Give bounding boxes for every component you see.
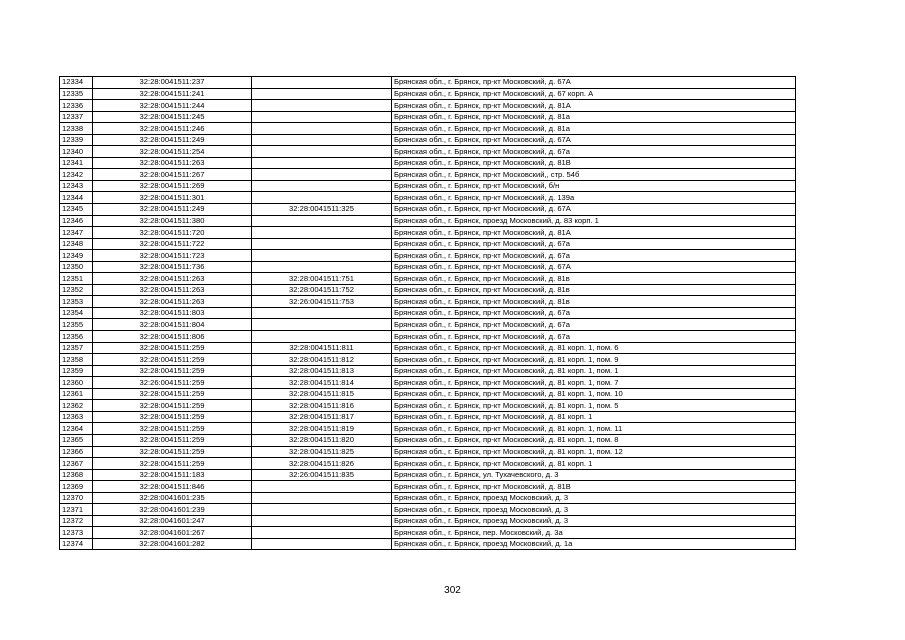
cadastral-number-cell: 32:28:0041511:301	[93, 192, 252, 204]
address-cell: Брянская обл., г. Брянск, пр-кт Московский, д. 67а	[392, 250, 796, 262]
table-row	[60, 458, 796, 470]
address-cell: Брянская обл., г. Брянск, пр-кт Московский, д. 81 корп. 1, пом. 1	[392, 365, 796, 377]
table-row	[60, 342, 796, 354]
related-cadastral-number-cell	[252, 169, 392, 181]
cadastral-number-cell: 32:28:0041511:720	[93, 227, 252, 239]
address-cell: Брянская обл., г. Брянск, пр-кт Московский, д. 81в	[392, 296, 796, 308]
cadastral-number-cell: 32:28:0041511:263	[93, 296, 252, 308]
table-row	[60, 296, 796, 308]
page-number: 302	[444, 585, 461, 596]
related-cadastral-number-cell	[252, 527, 392, 539]
address-cell: Брянская обл., г. Брянск, пр-кт Московский, д. 81В	[392, 157, 796, 169]
row-number-cell: 12361	[60, 388, 93, 400]
row-number-cell: 12348	[60, 238, 93, 250]
address-cell: Брянская обл., г. Брянск, ул. Тухачевского, д. 3	[392, 469, 796, 481]
address-cell: Брянская обл., г. Брянск, пр-кт Московский, д. 81 корп. 1	[392, 411, 796, 423]
related-cadastral-number-cell: 32:28:0041511:325	[252, 204, 392, 216]
address-cell: Брянская обл., г. Брянск, проезд Московский, д. 3	[392, 492, 796, 504]
related-cadastral-number-cell	[252, 157, 392, 169]
address-cell: Брянская обл., г. Брянск, пр-кт Московский, д. 67а	[392, 331, 796, 343]
row-number-cell: 12372	[60, 515, 93, 527]
table-row	[60, 423, 796, 435]
cadastral-number-cell: 32:28:0041511:237	[93, 77, 252, 89]
cadastral-number-cell: 32:28:0041511:723	[93, 250, 252, 262]
cadastral-number-cell: 32:28:0041511:267	[93, 169, 252, 181]
address-cell: Брянская обл., г. Брянск, пр-кт Московский,, стр. 54б	[392, 169, 796, 181]
related-cadastral-number-cell	[252, 227, 392, 239]
related-cadastral-number-cell	[252, 238, 392, 250]
cadastral-number-cell: 32:28:0041511:259	[93, 446, 252, 458]
row-number-cell: 12346	[60, 215, 93, 227]
address-cell: Брянская обл., г. Брянск, пр-кт Московский, д. 81А	[392, 227, 796, 239]
row-number-cell: 12364	[60, 423, 93, 435]
row-number-cell: 12340	[60, 146, 93, 158]
registry-table-body	[60, 77, 796, 550]
address-cell: Брянская обл., г. Брянск, пр-кт Московский, д. 81В	[392, 481, 796, 493]
table-row	[60, 365, 796, 377]
table-row	[60, 204, 796, 216]
address-cell: Брянская обл., г. Брянск, пр-кт Московский, д. 67а	[392, 319, 796, 331]
address-cell: Брянская обл., г. Брянск, пр-кт Московский, д. 81 корп. 1, пом. 9	[392, 354, 796, 366]
row-number-cell: 12351	[60, 273, 93, 285]
cadastral-number-cell: 32:28:0041511:259	[93, 388, 252, 400]
related-cadastral-number-cell	[252, 123, 392, 135]
table-row	[60, 307, 796, 319]
row-number-cell: 12343	[60, 180, 93, 192]
table-row	[60, 411, 796, 423]
address-cell: Брянская обл., г. Брянск, пр-кт Московский, д. 81а	[392, 111, 796, 123]
address-cell: Брянская обл., г. Брянск, проезд Московский, д. 3	[392, 504, 796, 516]
address-cell: Брянская обл., г. Брянск, пр-кт Московский, б/н	[392, 180, 796, 192]
row-number-cell: 12342	[60, 169, 93, 181]
table-row	[60, 157, 796, 169]
row-number-cell: 12358	[60, 354, 93, 366]
related-cadastral-number-cell	[252, 331, 392, 343]
address-cell: Брянская обл., г. Брянск, проезд Московский, д. 1а	[392, 538, 796, 550]
row-number-cell: 12349	[60, 250, 93, 262]
related-cadastral-number-cell: 32:26:0041511:835	[252, 469, 392, 481]
related-cadastral-number-cell: 32:28:0041511:815	[252, 388, 392, 400]
cadastral-number-cell: 32:28:0041511:254	[93, 146, 252, 158]
row-number-cell: 12354	[60, 307, 93, 319]
row-number-cell: 12344	[60, 192, 93, 204]
table-row	[60, 123, 796, 135]
row-number-cell: 12359	[60, 365, 93, 377]
row-number-cell: 12337	[60, 111, 93, 123]
row-number-cell: 12338	[60, 123, 93, 135]
table-row	[60, 504, 796, 516]
related-cadastral-number-cell: 32:28:0041511:752	[252, 284, 392, 296]
address-cell: Брянская обл., г. Брянск, проезд Московский, д. 83 корп. 1	[392, 215, 796, 227]
address-cell: Брянская обл., г. Брянск, пр-кт Московский, д. 81в	[392, 273, 796, 285]
address-cell: Брянская обл., г. Брянск, пр-кт Московский, д. 81А	[392, 100, 796, 112]
table-row	[60, 331, 796, 343]
table-row	[60, 227, 796, 239]
table-row	[60, 88, 796, 100]
related-cadastral-number-cell: 32:26:0041511:753	[252, 296, 392, 308]
cadastral-number-cell: 32:28:0041511:736	[93, 261, 252, 273]
row-number-cell: 12352	[60, 284, 93, 296]
registry-table	[59, 76, 796, 550]
cadastral-number-cell: 32:28:0041511:183	[93, 469, 252, 481]
cadastral-number-cell: 32:26:0041511:259	[93, 377, 252, 389]
table-row	[60, 215, 796, 227]
table-row	[60, 446, 796, 458]
related-cadastral-number-cell	[252, 538, 392, 550]
cadastral-number-cell: 32:28:0041601:247	[93, 515, 252, 527]
related-cadastral-number-cell: 32:28:0041511:819	[252, 423, 392, 435]
cadastral-number-cell: 32:28:0041511:806	[93, 331, 252, 343]
table-row	[60, 273, 796, 285]
table-row	[60, 527, 796, 539]
table-row	[60, 111, 796, 123]
address-cell: Брянская обл., г. Брянск, пр-кт Московский, д. 67А	[392, 134, 796, 146]
table-row	[60, 284, 796, 296]
related-cadastral-number-cell	[252, 146, 392, 158]
row-number-cell: 12353	[60, 296, 93, 308]
cadastral-number-cell: 32:28:0041511:380	[93, 215, 252, 227]
row-number-cell: 12362	[60, 400, 93, 412]
table-row	[60, 481, 796, 493]
cadastral-number-cell: 32:28:0041511:259	[93, 434, 252, 446]
row-number-cell: 12360	[60, 377, 93, 389]
cadastral-number-cell: 32:28:0041511:722	[93, 238, 252, 250]
related-cadastral-number-cell: 32:28:0041511:813	[252, 365, 392, 377]
row-number-cell: 12368	[60, 469, 93, 481]
cadastral-number-cell: 32:28:0041511:259	[93, 458, 252, 470]
related-cadastral-number-cell	[252, 192, 392, 204]
row-number-cell: 12365	[60, 434, 93, 446]
cadastral-number-cell: 32:28:0041511:259	[93, 365, 252, 377]
row-number-cell: 12374	[60, 538, 93, 550]
related-cadastral-number-cell: 32:28:0041511:814	[252, 377, 392, 389]
table-row	[60, 261, 796, 273]
row-number-cell: 12369	[60, 481, 93, 493]
row-number-cell: 12334	[60, 77, 93, 89]
table-row	[60, 354, 796, 366]
cadastral-number-cell: 32:28:0041511:846	[93, 481, 252, 493]
address-cell: Брянская обл., г. Брянск, пр-кт Московский, д. 81 корп. 1, пом. 11	[392, 423, 796, 435]
address-cell: Брянская обл., г. Брянск, пр-кт Московский, д. 67А	[392, 77, 796, 89]
table-row	[60, 434, 796, 446]
table-row	[60, 538, 796, 550]
address-cell: Брянская обл., г. Брянск, пр-кт Московский, д. 81 корп. 1, пом. 10	[392, 388, 796, 400]
related-cadastral-number-cell	[252, 261, 392, 273]
address-cell: Брянская обл., г. Брянск, пр-кт Московский, д. 67а	[392, 307, 796, 319]
address-cell: Брянская обл., г. Брянск, пер. Московский, д. 3а	[392, 527, 796, 539]
table-row	[60, 238, 796, 250]
row-number-cell: 12341	[60, 157, 93, 169]
cadastral-number-cell: 32:28:0041601:267	[93, 527, 252, 539]
table-row	[60, 192, 796, 204]
table-row	[60, 469, 796, 481]
address-cell: Брянская обл., г. Брянск, пр-кт Московский, д. 81 корп. 1	[392, 458, 796, 470]
related-cadastral-number-cell	[252, 134, 392, 146]
table-row	[60, 180, 796, 192]
table-row	[60, 250, 796, 262]
row-number-cell: 12355	[60, 319, 93, 331]
cadastral-number-cell: 32:28:0041511:249	[93, 204, 252, 216]
address-cell: Брянская обл., г. Брянск, пр-кт Московский, д. 67А	[392, 261, 796, 273]
related-cadastral-number-cell: 32:28:0041511:812	[252, 354, 392, 366]
address-cell: Брянская обл., г. Брянск, пр-кт Московский, д. 81 корп. 1, пом. 7	[392, 377, 796, 389]
cadastral-number-cell: 32:28:0041601:235	[93, 492, 252, 504]
cadastral-number-cell: 32:28:0041511:259	[93, 342, 252, 354]
address-cell: Брянская обл., г. Брянск, пр-кт Московский, д. 81а	[392, 123, 796, 135]
related-cadastral-number-cell: 32:28:0041511:817	[252, 411, 392, 423]
table-row	[60, 515, 796, 527]
row-number-cell: 12347	[60, 227, 93, 239]
row-number-cell: 12335	[60, 88, 93, 100]
address-cell: Брянская обл., г. Брянск, пр-кт Московский, д. 81 корп. 1, пом. 5	[392, 400, 796, 412]
related-cadastral-number-cell: 32:28:0041511:816	[252, 400, 392, 412]
related-cadastral-number-cell	[252, 100, 392, 112]
table-row	[60, 169, 796, 181]
table-row	[60, 492, 796, 504]
related-cadastral-number-cell: 32:28:0041511:825	[252, 446, 392, 458]
cadastral-number-cell: 32:28:0041511:263	[93, 284, 252, 296]
cadastral-number-cell: 32:28:0041511:244	[93, 100, 252, 112]
cadastral-number-cell: 32:28:0041511:241	[93, 88, 252, 100]
table-row	[60, 400, 796, 412]
related-cadastral-number-cell	[252, 111, 392, 123]
address-cell: Брянская обл., г. Брянск, пр-кт Московский, д. 67а	[392, 146, 796, 158]
related-cadastral-number-cell: 32:28:0041511:751	[252, 273, 392, 285]
address-cell: Брянская обл., г. Брянск, пр-кт Московский, д. 139а	[392, 192, 796, 204]
address-cell: Брянская обл., г. Брянск, пр-кт Московский, д. 81 корп. 1, пом. 6	[392, 342, 796, 354]
related-cadastral-number-cell	[252, 250, 392, 262]
address-cell: Брянская обл., г. Брянск, пр-кт Московский, д. 81 корп. 1, пом. 8	[392, 434, 796, 446]
cadastral-number-cell: 32:28:0041511:246	[93, 123, 252, 135]
related-cadastral-number-cell	[252, 515, 392, 527]
cadastral-number-cell: 32:28:0041601:239	[93, 504, 252, 516]
related-cadastral-number-cell	[252, 88, 392, 100]
address-cell: Брянская обл., г. Брянск, пр-кт Московский, д. 81 корп. 1, пом. 12	[392, 446, 796, 458]
table-row	[60, 319, 796, 331]
table-row	[60, 134, 796, 146]
row-number-cell: 12356	[60, 331, 93, 343]
row-number-cell: 12339	[60, 134, 93, 146]
cadastral-number-cell: 32:28:0041511:249	[93, 134, 252, 146]
row-number-cell: 12371	[60, 504, 93, 516]
related-cadastral-number-cell	[252, 307, 392, 319]
cadastral-number-cell: 32:28:0041511:263	[93, 273, 252, 285]
address-cell: Брянская обл., г. Брянск, пр-кт Московский, д. 67а	[392, 238, 796, 250]
row-number-cell: 12363	[60, 411, 93, 423]
related-cadastral-number-cell	[252, 492, 392, 504]
row-number-cell: 12350	[60, 261, 93, 273]
table-row	[60, 100, 796, 112]
address-cell: Брянская обл., г. Брянск, проезд Московский, д. 3	[392, 515, 796, 527]
cadastral-number-cell: 32:28:0041601:282	[93, 538, 252, 550]
cadastral-number-cell: 32:28:0041511:803	[93, 307, 252, 319]
related-cadastral-number-cell: 32:28:0041511:811	[252, 342, 392, 354]
related-cadastral-number-cell: 32:28:0041511:820	[252, 434, 392, 446]
row-number-cell: 12367	[60, 458, 93, 470]
address-cell: Брянская обл., г. Брянск, пр-кт Московский, д. 81в	[392, 284, 796, 296]
related-cadastral-number-cell	[252, 319, 392, 331]
address-cell: Брянская обл., г. Брянск, пр-кт Московский, д. 67А	[392, 204, 796, 216]
row-number-cell: 12336	[60, 100, 93, 112]
cadastral-number-cell: 32:28:0041511:804	[93, 319, 252, 331]
cadastral-number-cell: 32:28:0041511:245	[93, 111, 252, 123]
table-row	[60, 388, 796, 400]
table-row	[60, 146, 796, 158]
row-number-cell: 12373	[60, 527, 93, 539]
related-cadastral-number-cell	[252, 481, 392, 493]
related-cadastral-number-cell	[252, 504, 392, 516]
cadastral-number-cell: 32:28:0041511:259	[93, 354, 252, 366]
cadastral-number-cell: 32:28:0041511:259	[93, 400, 252, 412]
table-row	[60, 377, 796, 389]
row-number-cell: 12366	[60, 446, 93, 458]
cadastral-number-cell: 32:28:0041511:259	[93, 411, 252, 423]
table-row	[60, 77, 796, 89]
address-cell: Брянская обл., г. Брянск, пр-кт Московский, д. 67 корп. А	[392, 88, 796, 100]
cadastral-number-cell: 32:28:0041511:269	[93, 180, 252, 192]
related-cadastral-number-cell	[252, 215, 392, 227]
related-cadastral-number-cell: 32:28:0041511:826	[252, 458, 392, 470]
cadastral-number-cell: 32:28:0041511:259	[93, 423, 252, 435]
row-number-cell: 12345	[60, 204, 93, 216]
row-number-cell: 12357	[60, 342, 93, 354]
related-cadastral-number-cell	[252, 180, 392, 192]
related-cadastral-number-cell	[252, 77, 392, 89]
row-number-cell: 12370	[60, 492, 93, 504]
cadastral-number-cell: 32:28:0041511:263	[93, 157, 252, 169]
